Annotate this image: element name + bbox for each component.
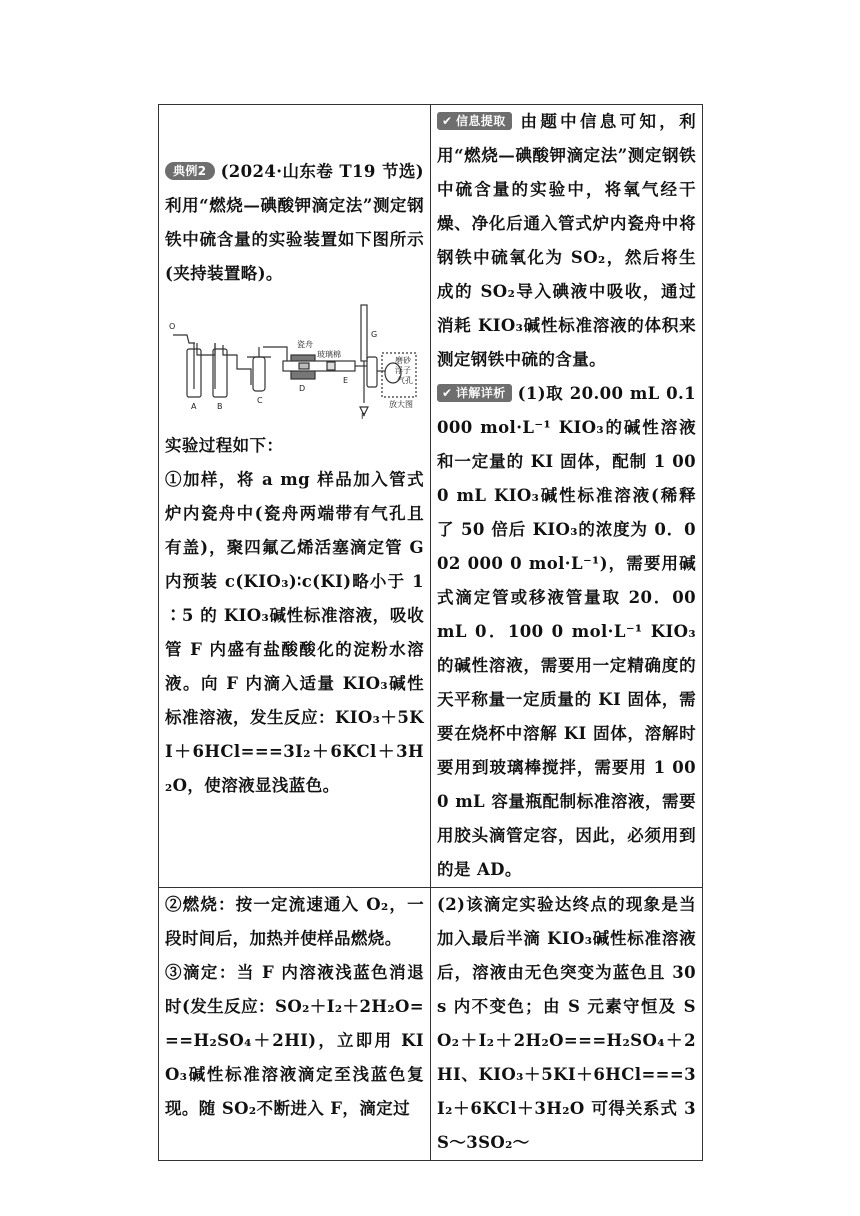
label-a: A [191,402,197,411]
label-d: D [299,384,306,393]
label-frosted: 磨砂 [395,356,411,365]
label-c: C [257,396,263,405]
step-3: ③滴定：当 F 内溶液浅蓝色消退时(发生反应：SO₂＋I₂＋2H₂O===H₂SO₄＋2HI)，立即用 KIO₃碱性标准溶液滴定至浅蓝色复现。随 SO₂不断进入 F，滴定过 [165,963,424,1118]
label-pore: 气孔 [397,376,413,385]
question-cell-2 [159,888,431,1161]
analysis-cell [431,105,703,888]
question-table [158,104,703,1161]
label-f: F [361,412,366,419]
question-intro: (2024·山东卷 T19 节选)利用“燃烧—碘酸钾滴定法”测定钢铁中硫含量的实验装置如下图所示(夹持装置略)。 [165,162,424,283]
label-o: O [169,322,176,331]
label-b: B [217,402,223,411]
question-intro-block [165,155,424,291]
label-magnified: 放大图 [389,400,413,409]
check-icon: ✔ [442,114,453,128]
process-title: 实验过程如下： [165,436,284,455]
info-block [437,105,696,377]
label-g: G [371,330,378,339]
label-boat: 瓷舟 [297,340,313,349]
label-e: E [343,376,349,385]
detail-text-2: (2)该滴定实验达终点的现象是当加入最后半滴 KIO₃碱性标准溶液后，溶液由无色突变为蓝色且 30 s 内不变色；由 S 元素守恒及 SO₂＋I₂＋2H₂O===H₂SO₄＋2HI、KIO₃＋5KI＋6HCl===3I₂＋6KCl＋3H₂O 可得关系式 3S～3SO₂～ [437,895,696,1152]
info-text: 由题中信息可知，利用“燃烧—碘酸钾滴定法”测定钢铁中硫含量的实验中，将氧气经干燥、净化后通入管式炉内瓷舟中将钢铁中硫氧化为 SO₂，然后将生成的 SO₂导入碘液中吸收，通过消耗 KIO₃碱性标准溶液的体积来测定钢铁中硫的含量。 [437,112,696,369]
step-1: ①加样，将 a mg 样品加入管式炉内瓷舟中(瓷舟两端带有气孔且有盖)，聚四氟乙烯活塞滴定管 G 内预装 c(KIO₃)∶c(KI)略小于 1∶5 的 KIO₃碱性标准溶液，吸收管 F 内盛有盐酸酸化的淀粉水溶液。向 F 内滴入适量 KIO₃碱性标准溶液，发生反应：KIO₃＋5KI＋6HCl===3I₂＋6KCl＋3H₂O，使溶液显浅蓝色。 [165,470,424,795]
detail-text: (1)取 20.00 mL 0.1000 mol·L⁻¹ KIO₃的碱性溶液和一定量的 KI 固体，配制 1 000 mL KIO₃碱性标准溶液(稀释了 50 倍后 KIO₃的浓度为 0．002 000 0 mol·L⁻¹)，需要用碱式滴定管或移液管量取 20．00 mL 0．100 0 mol·L⁻¹ KIO₃的碱性溶液，需要用一定精确度的天平称量一定质量的 KI 固体，需要在烧杯中溶解 KI 固体，溶解时要用到玻璃棒搅拌，需要用 1 000 mL 容量瓶配制标准溶液，需要用胶头滴管定容，因此，必须用到的是 AD。 [437,384,696,879]
apparatus-figure [167,299,417,419]
question-cell [159,105,431,888]
label-float: 浮子 [395,366,411,375]
label-cotton: 玻璃棉 [317,350,341,359]
step-2: ②燃烧：按一定流速通入 O₂，一段时间后，加热并使样品燃烧。 [165,895,424,948]
check-icon: ✔ [442,386,453,400]
info-tag: ✔ 信息提取 [437,112,512,130]
detail-block [437,377,696,887]
example-tag: 典例2 [165,162,215,180]
detail-tag: ✔ 详解详析 [437,384,512,402]
analysis-cell-2 [431,888,703,1161]
